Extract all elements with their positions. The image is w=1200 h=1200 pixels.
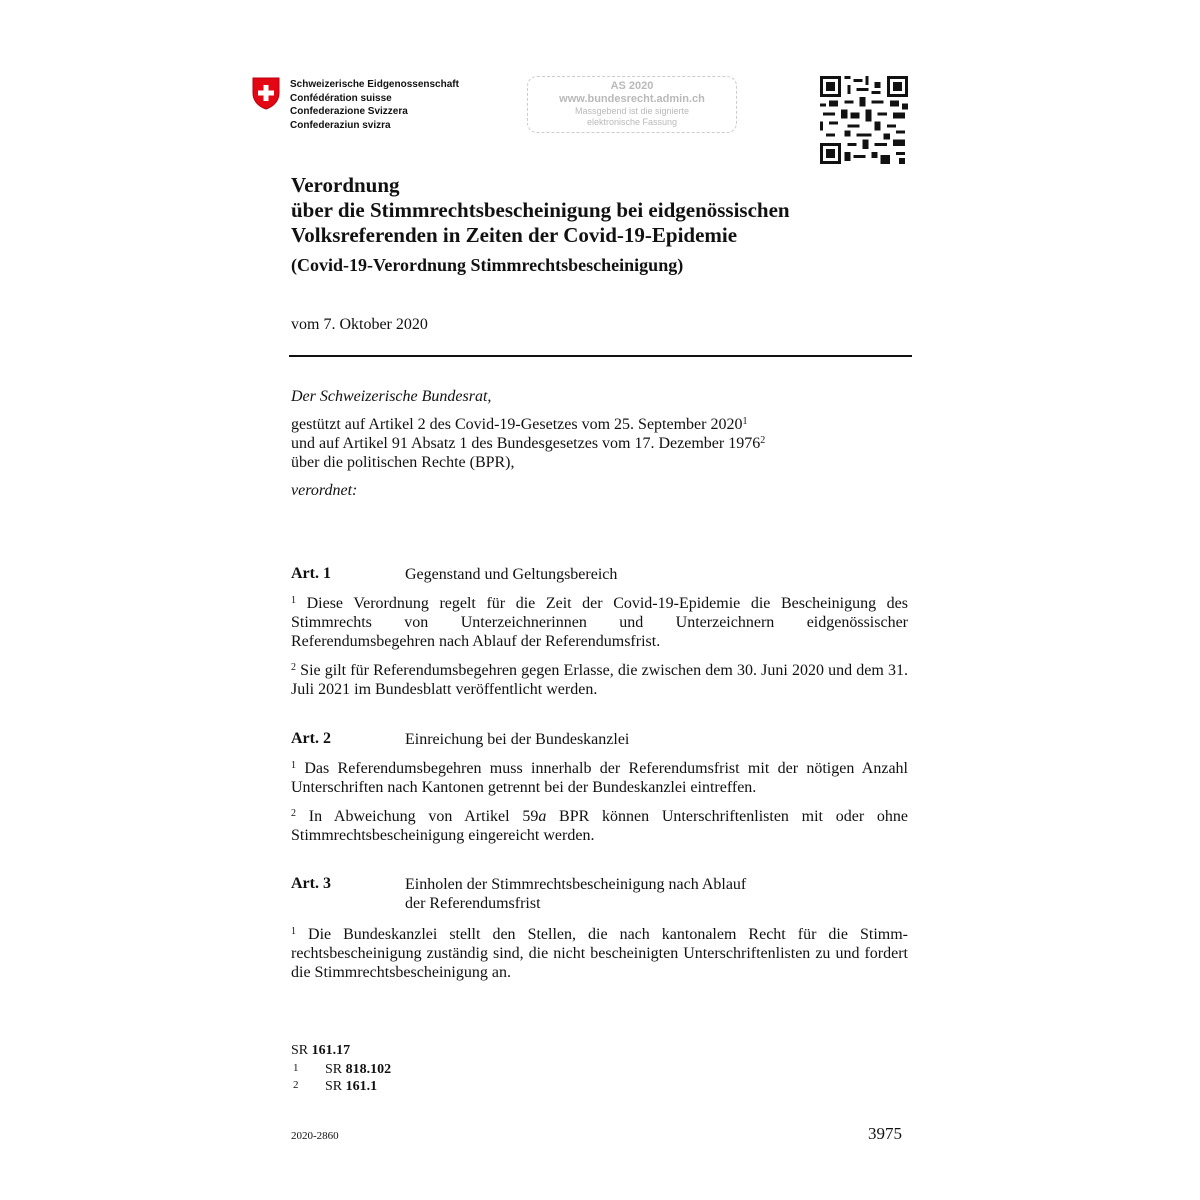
divider — [289, 355, 912, 357]
preamble-line-2 — [291, 434, 911, 453]
article-3-paragraph-1 — [291, 925, 908, 982]
footnote-1-number: 1 — [293, 1062, 299, 1074]
qr-code-icon — [820, 76, 908, 164]
paragraph-number: 1 — [291, 760, 296, 771]
preamble-line-1-text: gestützt auf Artikel 2 des Covid-19-Gesetzes vom 25. September 2020 — [291, 416, 743, 433]
article-3-label: Art. 3 — [291, 875, 331, 892]
federal-name-it: Confederazione Svizzera — [290, 106, 408, 117]
sr-prefix: SR — [291, 1043, 312, 1058]
publication-stamp — [527, 76, 737, 133]
preamble-line-1 — [291, 415, 911, 434]
footnote-ref-2: 2 — [760, 435, 766, 446]
federal-name-fr: Confédération suisse — [290, 92, 392, 104]
preamble-authority: Der Schweizerische Bundesrat, — [291, 388, 492, 405]
footnote-2-number: 2 — [293, 1079, 299, 1091]
decree-date: vom 7. Oktober 2020 — [291, 316, 428, 333]
federal-names — [290, 78, 459, 132]
title-line-2: über die Stimmrechtsbescheinigung bei eidgenössischen — [291, 198, 790, 222]
footnote-ref: 161.1 — [345, 1079, 378, 1094]
stamp-collection: AS 2020 — [610, 80, 654, 92]
article-1-paragraph-1 — [291, 594, 908, 651]
paragraph-text: Sie gilt für Referendumsbegehren gegen Erlasse, die zwischen dem 30. Juni 2020 und dem 31. Juli 2021 im Bundesblatt veröffentlicht werden. — [291, 662, 909, 698]
footnote-1-text — [325, 1062, 391, 1078]
paragraph-number: 1 — [291, 926, 296, 937]
paragraph-text: Diese Verordnung regelt für die Zeit der Covid-19-Epidemie die Bescheinigung des Stimmrechts von Unterzeichnerinnen und Unterzeichnern eidgenössischer Referendumsbegehren nach Ablauf der Referendumsfrist. — [291, 595, 909, 650]
short-title: (Covid-19-Verordnung Stimmrechtsbescheinigung) — [291, 255, 684, 275]
stamp-url: www.bundesrecht.admin.ch — [559, 93, 705, 105]
article-3-title — [405, 875, 825, 913]
article-2-paragraph-1 — [291, 759, 908, 797]
swiss-crest-logo — [252, 77, 280, 110]
paragraph-text-a: In Abweichung von Artikel 59 — [308, 808, 539, 825]
preamble-line-2-text: und auf Artikel 91 Absatz 1 des Bundesgesetzes vom 17. Dezember 1976 — [291, 435, 761, 452]
title-line-3: Volksreferenden in Zeiten der Covid-19-Epidemie — [291, 223, 738, 247]
title-line-1: Verordnung — [291, 173, 400, 197]
stamp-note-1: Massgebend ist die signierte — [574, 106, 690, 116]
decree-title — [291, 173, 911, 248]
article-3-title-line-2: der Referendumsfrist — [405, 895, 541, 912]
paragraph-text: Das Referendumsbegehren muss innerhalb der Referendumsfrist mit der nötigen Anzahl Unterschriften nach Kantonen getrennt bei der Bundeskanzlei eintreffen. — [291, 760, 908, 796]
article-1-title: Gegenstand und Geltungsbereich — [405, 566, 618, 583]
paragraph-text-italic: a — [538, 808, 547, 825]
sr-number: 161.17 — [311, 1043, 351, 1058]
footnote-ref-1: 1 — [742, 416, 748, 427]
footnote-ref: 818.102 — [345, 1062, 392, 1077]
article-3-title-line-1: Einholen der Stimmrechtsbescheinigung nach Ablauf — [405, 876, 747, 893]
paragraph-text-b: BPR können Unterschriftenlisten mit oder ohne Stimmrechtsbescheinigung eingereicht werden. — [291, 808, 908, 844]
page-number: 3975 — [868, 1124, 902, 1143]
preamble — [291, 415, 911, 472]
document-code: 2020-2860 — [291, 1130, 339, 1142]
footnote-2-text — [325, 1079, 377, 1095]
sr-reference — [291, 1043, 350, 1059]
article-2-label: Art. 2 — [291, 730, 331, 747]
paragraph-number: 2 — [291, 808, 296, 819]
footnote-prefix: SR — [325, 1079, 346, 1094]
paragraph-text: Die Bundeskanzlei stellt den Stellen, die nach kantonalem Recht für die Stimmrechtsbescheinigung zuständig sind, die nicht bescheinigten Unterschriftenlisten zu und fordert die Stimmrechtsbescheinigung an. — [291, 926, 908, 981]
preamble-line-3: über die politischen Rechte (BPR), — [291, 454, 515, 471]
stamp-note-2: elektronische Fassung — [586, 117, 678, 127]
article-2-title: Einreichung bei der Bundeskanzlei — [405, 731, 630, 748]
decrees: verordnet: — [291, 482, 358, 499]
article-1-paragraph-2 — [291, 661, 908, 699]
paragraph-number: 2 — [291, 662, 296, 673]
article-1-label: Art. 1 — [291, 565, 331, 582]
footnote-prefix: SR — [325, 1062, 346, 1077]
federal-name-rm: Confederaziun svizra — [290, 119, 391, 131]
paragraph-number: 1 — [291, 595, 296, 606]
federal-name-de: Schweizerische Eidgenossenschaft — [290, 79, 459, 90]
article-2-paragraph-2 — [291, 807, 908, 845]
